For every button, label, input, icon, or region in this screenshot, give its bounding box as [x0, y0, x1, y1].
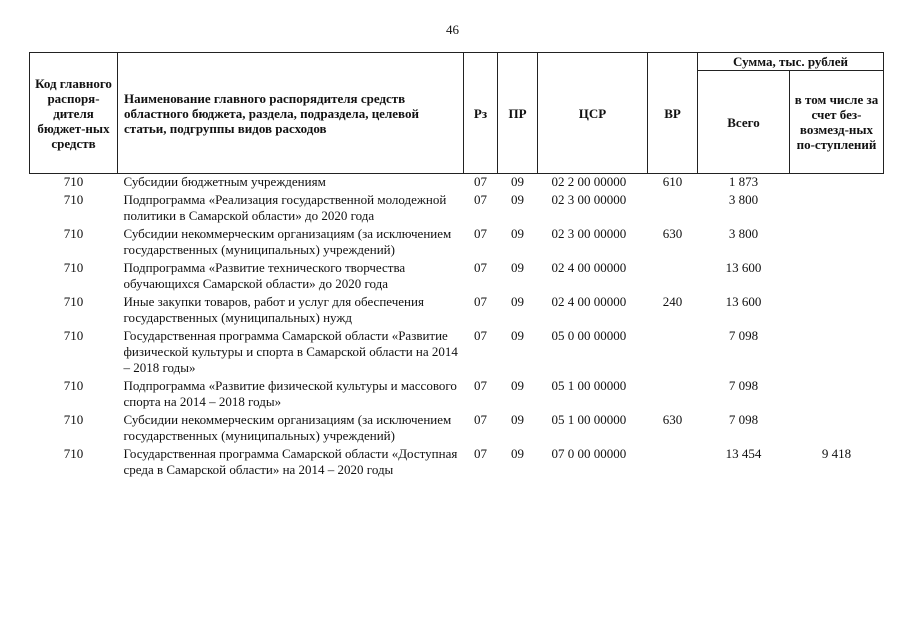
header-grant: в том числе за счет без-возмезд-ных по-ступлений [790, 71, 884, 174]
header-csr: ЦСР [538, 53, 648, 174]
cell-name: Субсидии некоммерческим организациям (за исключением государственных (муниципальных) учреждений) [123, 412, 452, 443]
cell-total: 13 454 [725, 446, 762, 461]
cell-total: 3 800 [728, 192, 759, 207]
table-body [30, 174, 884, 479]
cell-total: 7 098 [728, 328, 759, 343]
cell-code: 710 [63, 192, 84, 207]
cell-name: Иные закупки товаров, работ и услуг для обеспечения государственных (муниципальных) нужд [123, 294, 424, 325]
cell-vr [648, 258, 698, 292]
header-name: Наименование главного распорядителя средств областного бюджета, раздела, подраздела, целевой статьи, подгруппы видов расходов [118, 53, 464, 174]
cell-pr: 09 [511, 226, 524, 241]
cell-name: Субсидии бюджетным учреждениям [123, 174, 326, 189]
cell-pr: 09 [511, 260, 524, 275]
table-row [30, 224, 884, 258]
cell-rz: 07 [474, 260, 487, 275]
cell-code: 710 [63, 226, 84, 241]
table-row [30, 376, 884, 410]
cell-vr [648, 326, 698, 376]
cell-name: Субсидии некоммерческим организациям (за исключением государственных (муниципальных) учреждений) [123, 226, 452, 257]
cell-rz: 07 [474, 226, 487, 241]
table-row [30, 174, 884, 191]
cell-grant: 9 418 [821, 446, 852, 461]
page-number: 46 [446, 22, 459, 37]
cell-csr: 05 0 00 00000 [551, 328, 627, 343]
cell-csr: 07 0 00 00000 [551, 446, 627, 461]
cell-total: 1 873 [728, 174, 759, 189]
cell-total: 3 800 [728, 226, 759, 241]
cell-vr: 630 [662, 226, 683, 241]
cell-csr: 02 3 00 00000 [551, 226, 627, 241]
cell-total: 7 098 [728, 412, 759, 427]
cell-pr: 09 [511, 294, 524, 309]
cell-code: 710 [63, 412, 84, 427]
header-pr: ПР [498, 53, 538, 174]
cell-rz: 07 [474, 412, 487, 427]
cell-code: 710 [63, 174, 84, 189]
cell-code: 710 [63, 260, 84, 275]
cell-pr: 09 [511, 446, 524, 461]
cell-rz: 07 [474, 378, 487, 393]
cell-vr: 610 [662, 174, 683, 189]
cell-name: Подпрограмма «Реализация государственной молодежной политики в Самарской области» до 2020 года [123, 192, 447, 223]
cell-csr: 02 2 00 00000 [551, 174, 627, 189]
cell-pr: 09 [511, 328, 524, 343]
table-header [30, 53, 884, 174]
cell-total: 13 600 [725, 294, 762, 309]
cell-grant [790, 410, 884, 444]
cell-vr [648, 190, 698, 224]
cell-grant [790, 258, 884, 292]
cell-pr: 09 [511, 378, 524, 393]
cell-grant [790, 292, 884, 326]
header-code: Код главного распоря-дителя бюджет-ных средств [30, 53, 118, 174]
cell-vr [648, 376, 698, 410]
table-row [30, 190, 884, 224]
cell-name: Государственная программа Самарской области «Доступная среда в Самарской области» на 2014 – 2020 годы [123, 446, 458, 477]
table-row [30, 292, 884, 326]
cell-code: 710 [63, 328, 84, 343]
cell-total: 7 098 [728, 378, 759, 393]
header-rz: Рз [464, 53, 498, 174]
cell-csr: 05 1 00 00000 [551, 378, 627, 393]
table-row [30, 410, 884, 444]
cell-rz: 07 [474, 192, 487, 207]
cell-rz: 07 [474, 174, 487, 189]
cell-code: 710 [63, 378, 84, 393]
cell-grant [790, 190, 884, 224]
cell-vr [648, 444, 698, 478]
cell-pr: 09 [511, 412, 524, 427]
cell-pr: 09 [511, 174, 524, 189]
cell-csr: 02 3 00 00000 [551, 192, 627, 207]
cell-code: 710 [63, 294, 84, 309]
cell-grant [790, 224, 884, 258]
budget-table [29, 52, 884, 478]
table-row [30, 444, 884, 478]
cell-name: Подпрограмма «Развитие технического творчества обучающихся Самарской области» до 2020 года [123, 260, 406, 291]
cell-pr: 09 [511, 192, 524, 207]
cell-rz: 07 [474, 328, 487, 343]
cell-vr: 240 [662, 294, 683, 309]
cell-rz: 07 [474, 294, 487, 309]
header-vr: ВР [648, 53, 698, 174]
cell-csr: 05 1 00 00000 [551, 412, 627, 427]
cell-code: 710 [63, 446, 84, 461]
header-total: Всего [698, 71, 790, 174]
table-row [30, 326, 884, 376]
cell-grant [790, 326, 884, 376]
cell-csr: 02 4 00 00000 [551, 294, 627, 309]
cell-total: 13 600 [725, 260, 762, 275]
cell-vr: 630 [662, 412, 683, 427]
cell-name: Государственная программа Самарской области «Развитие физической культуры и спорта в Самарской области на 2014 – 2018 годы» [123, 328, 458, 375]
cell-rz: 07 [474, 446, 487, 461]
cell-grant [790, 376, 884, 410]
cell-name: Подпрограмма «Развитие физической культуры и массового спорта на 2014 – 2018 годы» [123, 378, 457, 409]
header-sum: Сумма, тыс. рублей [698, 53, 884, 71]
cell-csr: 02 4 00 00000 [551, 260, 627, 275]
table-row [30, 258, 884, 292]
cell-grant [790, 174, 884, 191]
